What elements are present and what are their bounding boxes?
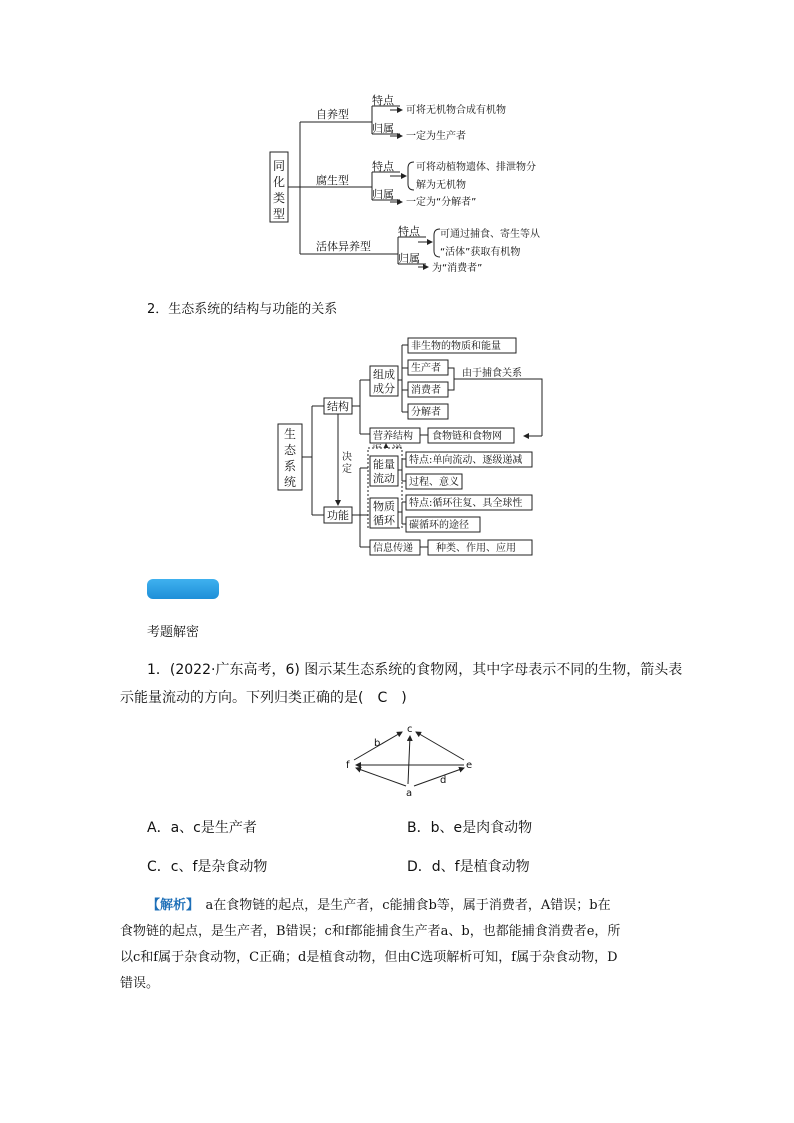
food-web-figure bbox=[340, 720, 480, 800]
node-f: f bbox=[346, 760, 350, 771]
assimilation-root-4: 型 bbox=[273, 207, 286, 221]
svg-text:能量: 能量 bbox=[373, 458, 395, 471]
analysis-line-3: 以c和f属于杂食动物，C正确；d是植食动物，但由C选项解析可知，f属于杂食动物，D bbox=[120, 950, 618, 965]
decide-1: 决 bbox=[342, 452, 352, 463]
autotroph-feature: 可将无机物合成有机物 bbox=[406, 105, 506, 116]
food-web: 食物链和食物网 bbox=[432, 431, 502, 442]
analysis-tag: 【解析】 bbox=[147, 898, 193, 913]
function-label: 功能 bbox=[327, 509, 349, 522]
decide-2: 定 bbox=[342, 464, 352, 475]
svg-text:态: 态 bbox=[284, 443, 297, 457]
info-detail: 种类、作用、应用 bbox=[436, 543, 516, 554]
svg-text:循环: 循环 bbox=[373, 514, 395, 527]
autotroph-feature-label: 特点 bbox=[372, 94, 394, 107]
energy-process: 过程、意义 bbox=[409, 477, 459, 488]
living-class: 为“消费者” bbox=[432, 263, 483, 274]
option-b[interactable]: B．b、e是肉食动物 bbox=[407, 820, 533, 836]
predation-label: 由于捕食关系 bbox=[462, 368, 522, 379]
option-d[interactable]: D．d、f是植食动物 bbox=[407, 859, 530, 875]
section-2-title: 2．生态系统的结构与功能的关系 bbox=[147, 302, 338, 317]
matter-feature: 特点:循环往复、具全球性 bbox=[409, 498, 523, 509]
analysis-line-1 bbox=[147, 893, 611, 919]
producer: 生产者 bbox=[411, 363, 441, 374]
analysis-text-1: a在食物链的起点，是生产者，c能捕食b等，属于消费者，A错误；b在 bbox=[192, 898, 611, 913]
abiotic: 非生物的物质和能量 bbox=[411, 341, 501, 352]
svg-text:统: 统 bbox=[284, 475, 297, 489]
saprotroph-feature-label: 特点 bbox=[372, 160, 394, 173]
decomposer: 分解者 bbox=[411, 407, 441, 418]
section-badge bbox=[147, 579, 219, 599]
saprotroph-feature-2: 解为无机物 bbox=[416, 180, 466, 191]
info-transfer: 信息传递 bbox=[373, 543, 413, 554]
trophic: 营养结构 bbox=[373, 431, 413, 442]
svg-text:物质: 物质 bbox=[373, 500, 395, 513]
consumer: 消费者 bbox=[411, 385, 441, 396]
exam-label: 考题解密 bbox=[147, 625, 200, 640]
assimilation-diagram bbox=[260, 92, 590, 277]
assimilation-root-3: 类 bbox=[273, 191, 286, 205]
svg-text:系: 系 bbox=[284, 459, 297, 473]
living-feature-2: “活体”获取有机物 bbox=[440, 247, 521, 258]
node-e: e bbox=[466, 760, 473, 771]
assimilation-root-2: 化 bbox=[273, 175, 286, 189]
living-feature-1: 可通过捕食、寄生等从 bbox=[440, 229, 540, 240]
assimilation-root-1: 同 bbox=[273, 159, 286, 173]
question-line-1: 1．(2022·广东高考，6) 图示某生态系统的食物网，其中字母表示不同的生物，箭头表 bbox=[147, 662, 683, 678]
ecosystem-diagram bbox=[272, 332, 562, 562]
living-feature-label: 特点 bbox=[398, 225, 420, 238]
autotroph-class-label: 归属 bbox=[372, 122, 394, 135]
saprotroph-class: 一定为“分解者” bbox=[406, 197, 477, 208]
saprotroph-class-label: 归属 bbox=[372, 188, 394, 201]
node-c: c bbox=[407, 724, 413, 735]
autotroph-label: 自养型 bbox=[316, 108, 349, 121]
svg-text:生: 生 bbox=[284, 427, 297, 441]
structure-label: 结构 bbox=[327, 400, 349, 413]
saprotroph-feature-1: 可将动植物遗体、排泄物分 bbox=[416, 162, 536, 173]
option-c[interactable]: C．c、f是杂食动物 bbox=[147, 859, 268, 875]
autotroph-class: 一定为生产者 bbox=[406, 131, 466, 142]
svg-text:流动: 流动 bbox=[373, 472, 395, 485]
saprotroph-label: 腐生型 bbox=[316, 174, 349, 187]
node-a: a bbox=[406, 788, 413, 799]
question-line-2: 示能量流动的方向。下列归类正确的是( C ) bbox=[120, 690, 407, 706]
option-a[interactable]: A．a、c是生产者 bbox=[147, 820, 257, 836]
svg-text:成分: 成分 bbox=[373, 382, 395, 395]
node-d: d bbox=[440, 775, 447, 786]
svg-text:组成: 组成 bbox=[373, 368, 395, 381]
node-b: b bbox=[374, 738, 381, 749]
energy-feature: 特点:单向流动、逐级递减 bbox=[409, 455, 523, 466]
analysis-line-4: 错误。 bbox=[120, 976, 160, 991]
living-label: 活体异养型 bbox=[316, 240, 371, 253]
living-class-label: 归属 bbox=[398, 252, 420, 265]
carbon-cycle: 碳循环的途径 bbox=[409, 520, 469, 531]
analysis-line-2: 食物链的起点，是生产者，B错误；c和f都能捕食生产者a、b，也都能捕食消费者e，所 bbox=[120, 924, 621, 939]
